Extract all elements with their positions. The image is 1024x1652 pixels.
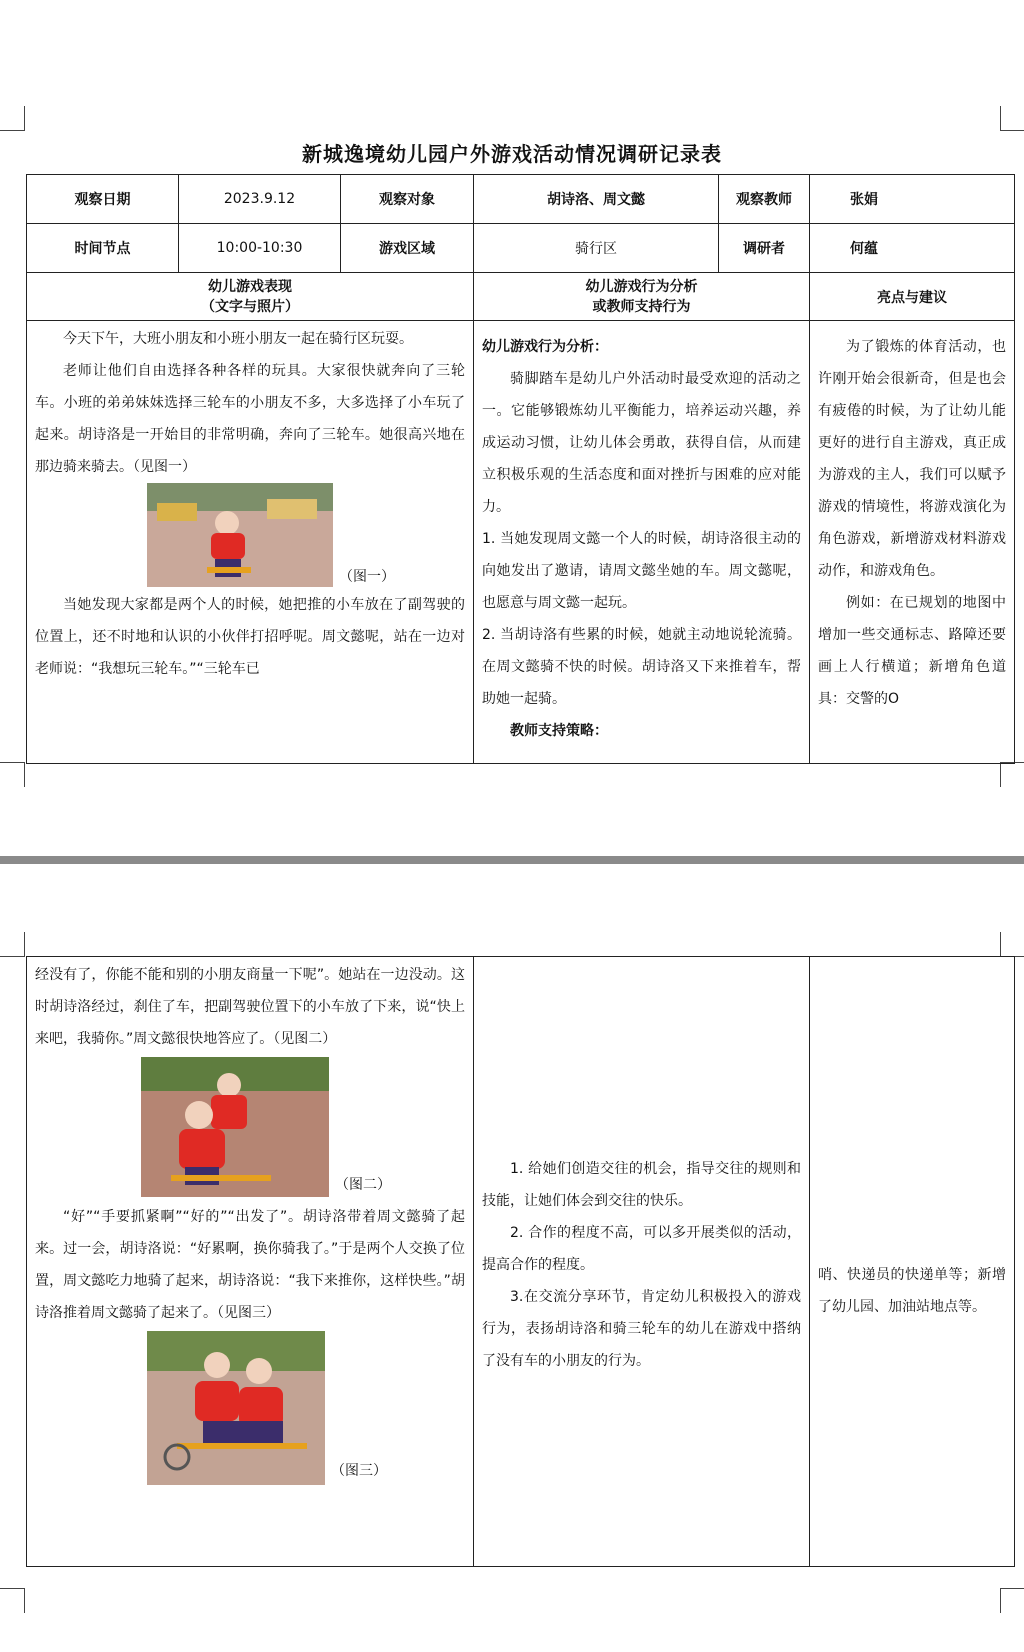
- p1-right-para2: 例如：在已规划的地图中增加一些交通标志、路障还要画上人行横道；新增角色道具：交警的O: [818, 595, 1006, 707]
- crop-mark: [0, 1588, 25, 1613]
- obs-date-value: 2023.9.12: [179, 175, 341, 224]
- crop-mark: [0, 762, 25, 787]
- p1-left-para1: 今天下午，大班小朋友和小班小朋友一起在骑行区玩耍。: [63, 331, 413, 347]
- p1-left-para3: 当她发现大家都是两个人的时候，她把推的小车放在了副驾驶的位置上，还不时地和认识的小伙伴打招呼呢。周文懿呢，站在一边对老师说：“我想玩三轮车。”“三轮车已: [35, 597, 465, 677]
- p2-mid-para2: 2. 合作的程度不高，可以多开展类似的活动，提高合作的程度。: [482, 1224, 801, 1273]
- obs-target-value: 胡诗洛、周文懿: [474, 175, 719, 224]
- time-label: 时间节点: [27, 224, 179, 273]
- p2-right-para1: 哨、快递员的快递单等；新增了幼儿园、加油站地点等。: [818, 1266, 1006, 1315]
- p1-left-para2: 老师让他们自由选择各种各样的玩具。大家很快就奔向了三轮车。小班的弟弟妹妹选择三轮车的小朋友不多，大多选择了小车玩了起来。胡诗洛是一开始目的非常明确，奔向了三轮车。她很高兴地在那边骑来骑去。（见图一）: [35, 363, 465, 475]
- p1-right-para1: 为了锻炼的体育活动，也许刚开始会很新奇，但是也会有疲倦的时候，为了让幼儿能更好的进行自主游戏，真正成为游戏的主人，我们可以赋予游戏的情境性，将游戏演化为角色游戏，新增游戏材料游戏动作，和游戏角色。: [818, 339, 1006, 579]
- support-heading: 教师支持策略：: [510, 723, 608, 739]
- p2-mid-para1: 1. 给她们创造交往的机会，指导交往的规则和技能，让她们体会到交往的快乐。: [482, 1160, 801, 1209]
- document-title: 新城逸境幼儿园户外游戏活动情况调研记录表: [302, 142, 722, 166]
- photo-figure-3: [147, 1331, 325, 1485]
- crop-mark: [1000, 762, 1024, 787]
- p1-mid-para3: 2. 当胡诗洛有些累的时候，她就主动地说轮流骑。在周文懿骑不快的时候。胡诗洛又下来推着车，帮助她一起骑。: [482, 627, 801, 707]
- col1-header-line1: 幼儿游戏表现: [208, 278, 292, 295]
- researcher-label: 调研者: [719, 224, 810, 273]
- record-table-page1: [26, 174, 1015, 764]
- record-table-page2: [26, 956, 1015, 1567]
- area-value: 骑行区: [474, 224, 719, 273]
- p1-mid-para2: 1. 当她发现周文懿一个人的时候，胡诗洛很主动的向她发出了邀请，请周文懿坐她的车。周文懿呢，也愿意与周文懿一起玩。: [482, 531, 801, 611]
- crop-mark: [0, 106, 25, 131]
- caption-figure-1: （图一）: [339, 569, 395, 585]
- area-label: 游戏区域: [341, 224, 474, 273]
- p2-mid-para3: 3.在交流分享环节，肯定幼儿积极投入的游戏行为，表扬胡诗洛和骑三轮车的幼儿在游戏中搭纳了没有车的小朋友的行为。: [482, 1288, 801, 1369]
- crop-mark: [1000, 106, 1024, 131]
- obs-teacher-value: 张娟: [810, 175, 1015, 224]
- col3-header: 亮点与建议: [810, 273, 1015, 321]
- time-value: 10:00-10:30: [179, 224, 341, 273]
- obs-target-label: 观察对象: [341, 175, 474, 224]
- col2-header-line1: 幼儿游戏行为分析: [585, 278, 698, 295]
- col1-header-line2: （文字与照片）: [201, 298, 299, 315]
- page-separator: [0, 856, 1024, 864]
- obs-teacher-label: 观察教师: [719, 175, 810, 224]
- obs-date-label: 观察日期: [27, 175, 179, 224]
- p1-mid-para1: 骑脚踏车是幼儿户外活动时最受欢迎的活动之一。它能够锻炼幼儿平衡能力，培养运动兴趣，养成运动习惯，让幼儿体会勇敢，获得自信，从而建立积极乐观的生活态度和面对挫折与困难的应对能力。: [482, 371, 801, 515]
- col2-header-line2: 或教师支持行为: [592, 298, 691, 315]
- p2-left-para2: “好”“手要抓紧啊”“好的”“出发了”。胡诗洛带着周文懿骑了起来。过一会，胡诗洛说：“好累啊，换你骑我了。”于是两个人交换了位置，周文懿吃力地骑了起来，胡诗洛说：“我下来推你，这样快些。”胡诗洛推着周文懿骑了起来了。（见图三）: [35, 1209, 465, 1321]
- photo-figure-1: [147, 483, 333, 587]
- caption-figure-2: （图二）: [335, 1177, 391, 1193]
- analysis-heading: 幼儿游戏行为分析：: [482, 339, 608, 355]
- researcher-value: 何蕴: [810, 224, 1015, 273]
- crop-mark: [1000, 932, 1024, 957]
- p2-left-para1: 经没有了，你能不能和别的小朋友商量一下呢”。她站在一边没动。这时胡诗洛经过，刹住了车，把副驾驶位置下的小车放了下来，说“快上来吧，我骑你。”周文懿很快地答应了。（见图二）: [35, 967, 465, 1047]
- caption-figure-3: （图三）: [331, 1463, 387, 1479]
- crop-mark: [0, 932, 25, 957]
- crop-mark: [1000, 1588, 1024, 1613]
- photo-figure-2: [141, 1057, 329, 1197]
